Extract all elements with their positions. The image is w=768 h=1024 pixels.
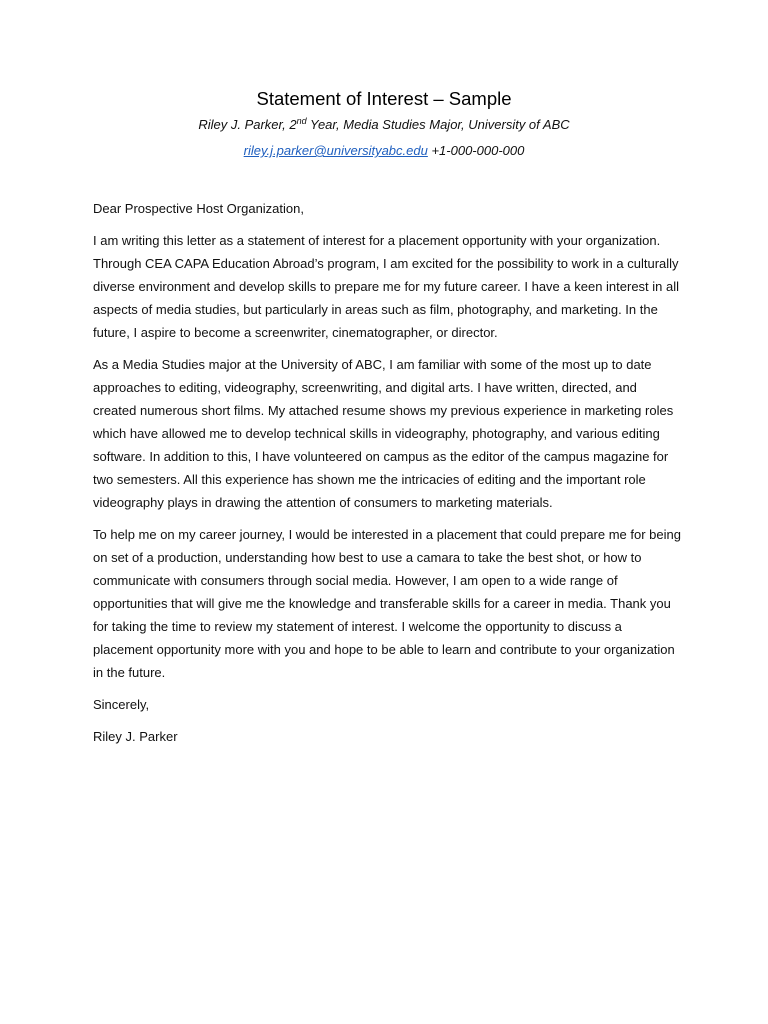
author-line-superscript: nd	[296, 116, 307, 126]
paragraph-1: I am writing this letter as a statement of interest for a placement opportunity with your organization. Through CEA CAPA Education Abroad’s program, I am excited for the possibility to work in a culturally diverse environment and develop skills to prepare me for my future career. I have a keen interest in all aspects of media studies, but particularly in areas such as film, photography, and marketing. In the future, I aspire to become a screenwriter, cinematographer, or director.	[93, 233, 680, 340]
salutation: Dear Prospective Host Organization,	[93, 201, 304, 216]
contact-line	[0, 142, 768, 160]
author-line	[0, 116, 768, 134]
closing: Sincerely,	[93, 697, 150, 712]
signature: Riley J. Parker	[93, 729, 178, 744]
paragraph-3: To help me on my career journey, I would be interested in a placement that could prepare me for being on set of a production, understanding how best to use a camara to take the best shot, or how to communicate with consumers through social media. However, I am open to a wide range of opportunities that will give me the knowledge and transferable skills for a career in media. Thank you for taking the time to review my statement of interest. I welcome the opportunity to discuss a placement opportunity more with you and hope to be able to learn and contribute to your organization in the future.	[93, 527, 681, 680]
email-link[interactable]: riley.j.parker@universityabc.edu	[243, 143, 428, 158]
letter-body	[93, 197, 683, 757]
author-line-suffix: Year, Media Studies Major, University of ABC	[306, 117, 570, 132]
document-header	[0, 86, 768, 160]
document-title: Statement of Interest – Sample	[256, 88, 512, 109]
author-line-prefix: Riley J. Parker, 2	[198, 117, 297, 132]
phone-number: +1-000-000-000	[427, 143, 525, 158]
paragraph-2: As a Media Studies major at the University of ABC, I am familiar with some of the most up to date approaches to editing, videography, screenwriting, and digital arts. I have written, directed, and created numerous short films. My attached resume shows my previous experience in marketing roles which have allowed me to develop technical skills in videography, photography, and various editing software. In addition to this, I have volunteered on campus as the editor of the campus magazine for two semesters. All this experience has shown me the intricacies of editing and the important role videography plays in drawing the attention of consumers to marketing materials.	[93, 357, 674, 510]
